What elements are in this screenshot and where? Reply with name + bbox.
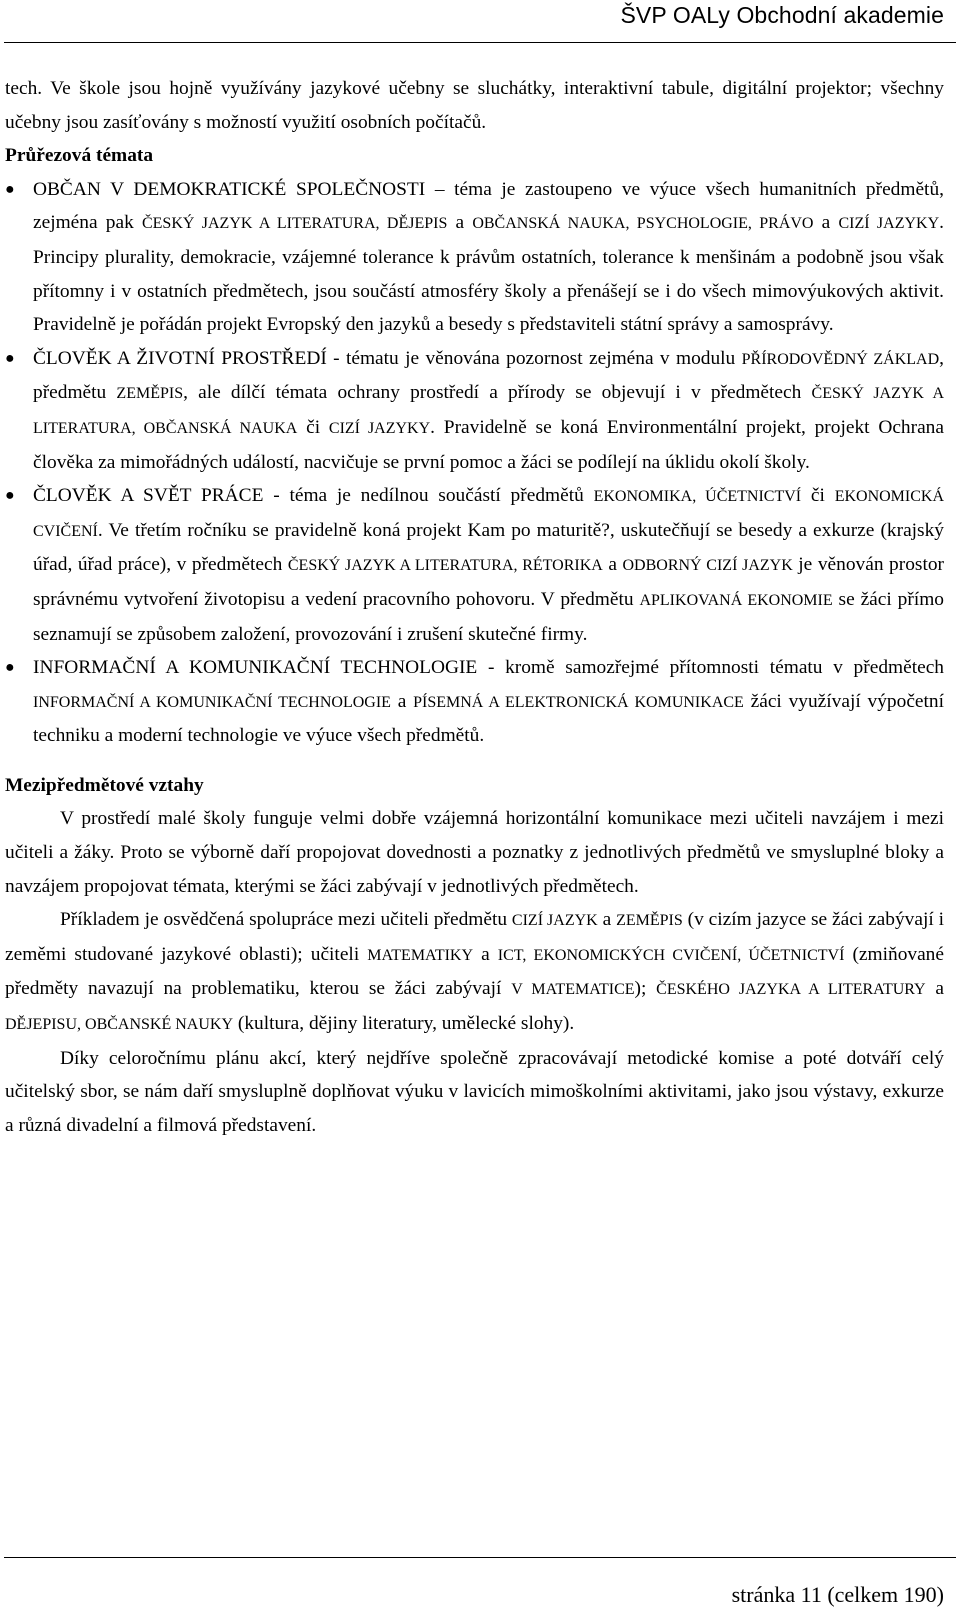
text-run: - téma je nedílnou součástí předmětů	[263, 485, 594, 507]
topic-title: OBČAN V DEMOKRATICKÉ SPOLEČNOSTI	[33, 178, 426, 200]
text-run: . Pravidelně se koná Environmentální projekt, projekt Ochrana člověka za mimořádných událostí, nacvičuje se první pomoc a žáci se podílejí na úklidu okolí školy.	[33, 416, 944, 473]
footer-divider	[4, 1557, 956, 1558]
subject-name: ZEMĚPIS	[116, 385, 184, 403]
text-run: se žáci přímo seznamují se způsobem založení, provozování i zrušení skutečné firmy.	[33, 588, 944, 645]
text-run: je věnován prostor správnému vytvoření životopisu a vedení pracovního pohovoru. V předmětu	[33, 554, 944, 610]
relations-paragraph-1: V prostředí malé školy funguje velmi dobře vzájemná horizontální komunikace mezi učiteli navzájem i mezi učiteli a žáky. Proto se výborně daří propojovat dovednosti a poznatky z jednotlivých předmětů ve smysluplné bloky a navzájem propojovat témata, kterými se žáci zabývají v jednotlivých předmětech.	[5, 808, 944, 897]
list-item	[5, 173, 944, 342]
text-run: žáci využívají výpočetní techniku a moderní technologie ve výuce všech předmětů.	[33, 690, 944, 747]
text-run: a	[597, 909, 617, 931]
bullet-icon: ●	[5, 659, 15, 677]
subject-name: CIZÍ JAZYK	[511, 912, 598, 930]
subject-name: ICT, EKONOMICKÝCH CVIČENÍ, ÚČETNICTVÍ	[497, 946, 845, 964]
text-run: , předmětu	[33, 347, 944, 404]
subject-name: PÍSEMNÁ A ELEKTRONICKÁ KOMUNIKACE	[413, 693, 744, 711]
subject-name: PŘÍRODOVĚDNÝ ZÁKLAD	[741, 350, 940, 368]
text-run: a	[813, 212, 839, 234]
subject-name: EKONOMIKA, ÚČETNICTVÍ	[593, 488, 802, 506]
text-run: (v cizím jazyce se žáci zabývají i zeměmi studované jazykové oblasti); učiteli	[5, 909, 945, 965]
text-run: , ale dílčí témata ochrany prostředí a přírody se objevují i v předmětech	[183, 382, 812, 404]
subject-name: CIZÍ JAZYKY	[838, 215, 940, 233]
page-number: stránka 11 (celkem 190)	[731, 1582, 944, 1607]
topic-title: ČLOVĚK A SVĚT PRÁCE	[33, 485, 264, 507]
subject-name: ČESKÝ JAZYK A LITERATURA, DĚJEPIS	[141, 215, 448, 233]
subject-name: ČESKÝ JAZYK A LITERATURA, RÉTORIKA	[287, 557, 603, 575]
text-run: . Ve třetím ročníku se pravidelně koná projekt Kam po maturitě?, uskutečňují se besedy a exkurze (krajský úřad, úřad práce), v předmětech	[33, 519, 944, 576]
text-run: . Principy plurality, demokracie, vzájemné tolerance k právům ostatních, tolerance k menšinám a podobně jsou však přítomny i v ostatních předmětech, jsou součástí atmosféry školy a přenášejí se i do všech mimovýukových aktivit. Pravidelně je pořádán projekt Evropský den jazyků a besedy s představiteli státní správy a samosprávy.	[33, 212, 944, 336]
subject-name: OBČANSKÁ NAUKA, PSYCHOLOGIE, PRÁVO	[472, 215, 814, 233]
bullet-icon: ●	[5, 349, 15, 367]
text-run: – téma je zastoupeno ve výuce všech humanitních předmětů, zejména pak	[33, 178, 944, 234]
page-header: ŠVP OALy Obchodní akademie	[620, 2, 944, 28]
text-run: a	[390, 690, 414, 712]
cross-topics-list	[5, 173, 944, 753]
page-content	[5, 72, 944, 1142]
text-run: - tématu je věnována pozornost zejména v modulu	[326, 347, 742, 369]
subject-name: APLIKOVANÁ EKONOMIE	[639, 591, 833, 609]
intro-paragraph: tech. Ve škole jsou hojně využívány jazykové učebny se sluchátky, interaktivní tabule, digitální projektor; všechny učebny jsou zasíťovány s možností využití osobních počítačů.	[5, 78, 944, 133]
text-run: - kromě samozřejmé přítomnosti tématu v předmětech	[477, 657, 944, 679]
list-item	[5, 342, 944, 479]
list-item	[5, 651, 944, 753]
cross-topics-heading: Průřezová témata	[5, 145, 154, 167]
relations-paragraph-3: Díky celoročnímu plánu akcí, který nejdříve společně zpracovávají metodické komise a poté dotváří celý učitelský sbor, se nám daří smysluplně doplňovat výuku v lavicích mimoškolními aktivitami, jako jsou výstavy, exkurze a různá divadelní a filmová představení.	[5, 1047, 944, 1136]
subject-name: INFORMAČNÍ A KOMUNIKAČNÍ TECHNOLOGIE	[33, 693, 391, 711]
subject-name: CIZÍ JAZYKY	[328, 419, 431, 437]
text-run: (zmiňované předměty navazují na problematiku, kterou se žáci zabývají	[5, 943, 944, 1000]
header-divider	[4, 42, 956, 43]
text-run: (kultura, dějiny literatury, umělecké slohy).	[233, 1013, 575, 1035]
subject-name: ODBORNÝ CIZÍ JAZYK	[622, 557, 793, 575]
text-run: či	[297, 416, 329, 438]
subject-name: MATEMATIKY	[367, 946, 474, 964]
bullet-icon: ●	[5, 487, 15, 505]
text-run: Příkladem je osvědčená spolupráce mezi učiteli předmětu	[60, 909, 512, 931]
text-run: a	[602, 554, 623, 576]
text-run: a	[925, 978, 945, 1000]
text-run: );	[634, 978, 657, 1000]
text-run: a	[473, 943, 498, 965]
text-run: a	[447, 212, 473, 234]
relations-heading: Mezipředmětové vztahy	[5, 774, 204, 796]
relations-paragraph-2	[5, 903, 944, 1041]
subject-name: V MATEMATICE	[511, 981, 635, 999]
subject-name: ČESKÝ JAZYK A LITERATURA, OBČANSKÁ NAUKA	[33, 385, 944, 437]
subject-name: EKONOMICKÁ CVIČENÍ	[33, 488, 945, 540]
topic-title: INFORMAČNÍ A KOMUNIKAČNÍ TECHNOLOGIE	[33, 657, 478, 679]
subject-name: DĚJEPISU, OBČANSKÉ NAUKY	[5, 1016, 234, 1034]
bullet-icon: ●	[5, 180, 15, 198]
subject-name: ČESKÉHO JAZYKA A LITERATURY	[656, 981, 926, 999]
text-run: či	[801, 485, 835, 507]
topic-title: ČLOVĚK A ŽIVOTNÍ PROSTŘEDÍ	[33, 347, 327, 369]
list-item	[5, 479, 944, 651]
subject-name: ZEMĚPIS	[616, 912, 683, 930]
section-spacer	[5, 753, 944, 769]
